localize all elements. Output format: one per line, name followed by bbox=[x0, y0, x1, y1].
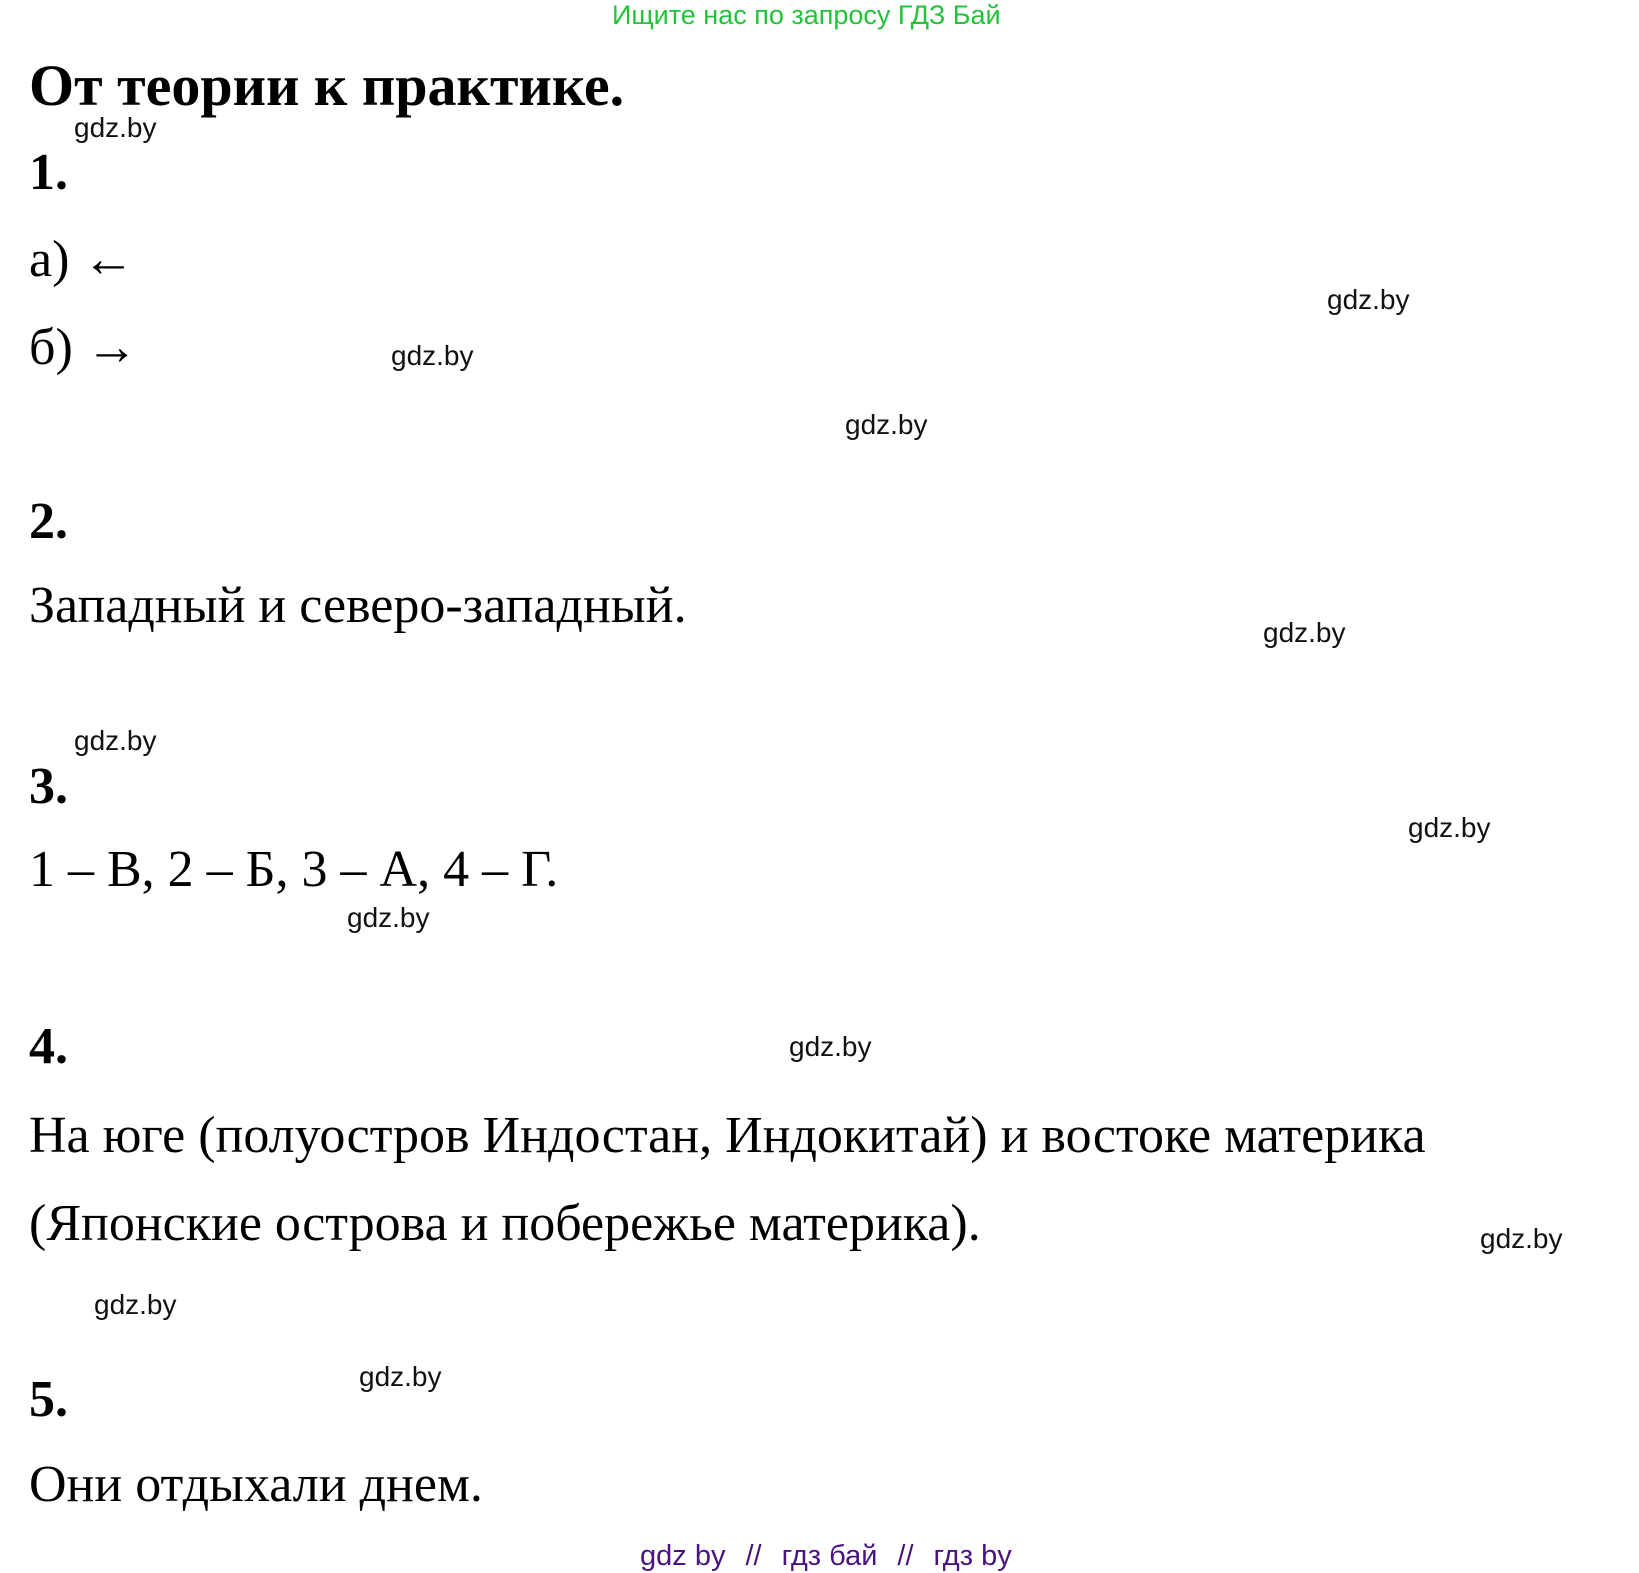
watermark: gdz.by bbox=[1408, 812, 1491, 843]
task-5-number: 5. bbox=[29, 1371, 68, 1428]
task-4-number: 4. bbox=[29, 1018, 68, 1075]
task-3-number: 3. bbox=[29, 758, 68, 815]
watermark: gdz.by bbox=[1327, 284, 1410, 315]
watermark: gdz.by bbox=[1480, 1223, 1563, 1254]
watermark: gdz.by bbox=[347, 902, 430, 933]
watermark: gdz.by bbox=[359, 1361, 442, 1392]
watermark: gdz.by bbox=[74, 112, 157, 143]
task-4-answer-line-2: (Японские острова и побережье материка). bbox=[29, 1195, 981, 1252]
watermark: gdz.by bbox=[845, 409, 928, 440]
task-2-number: 2. bbox=[29, 493, 68, 550]
footer-link-gdz-by-cyr[interactable]: гдз by bbox=[933, 1540, 1012, 1572]
search-banner: Ищите нас по запросу ГДЗ Бай bbox=[612, 0, 1001, 30]
task-2-answer: Западный и северо-западный. bbox=[29, 577, 687, 634]
footer-links bbox=[640, 1540, 1012, 1573]
task-1-answer-a: а) ← bbox=[29, 231, 135, 288]
footer-separator: // bbox=[897, 1540, 914, 1572]
footer-link-gdz-bai[interactable]: гдз бай bbox=[781, 1540, 878, 1572]
watermark: gdz.by bbox=[74, 725, 157, 756]
task-5-answer: Они отдыхали днем. bbox=[29, 1456, 483, 1513]
footer-link-gdz-by[interactable]: gdz by bbox=[640, 1540, 726, 1572]
watermark: gdz.by bbox=[94, 1289, 177, 1320]
watermark: gdz.by bbox=[1263, 617, 1346, 648]
task-4-answer-line-1: На юге (полуостров Индостан, Индокитай) и востоке материка bbox=[29, 1107, 1426, 1164]
footer-separator: // bbox=[745, 1540, 762, 1572]
watermark: gdz.by bbox=[789, 1031, 872, 1062]
task-1-number: 1. bbox=[29, 144, 68, 201]
task-1-answer-b: б) → bbox=[29, 319, 138, 376]
task-3-answer: 1 – В, 2 – Б, 3 – А, 4 – Г. bbox=[29, 841, 559, 898]
page-title: От теории к практике. bbox=[29, 53, 625, 118]
watermark: gdz.by bbox=[391, 340, 474, 371]
